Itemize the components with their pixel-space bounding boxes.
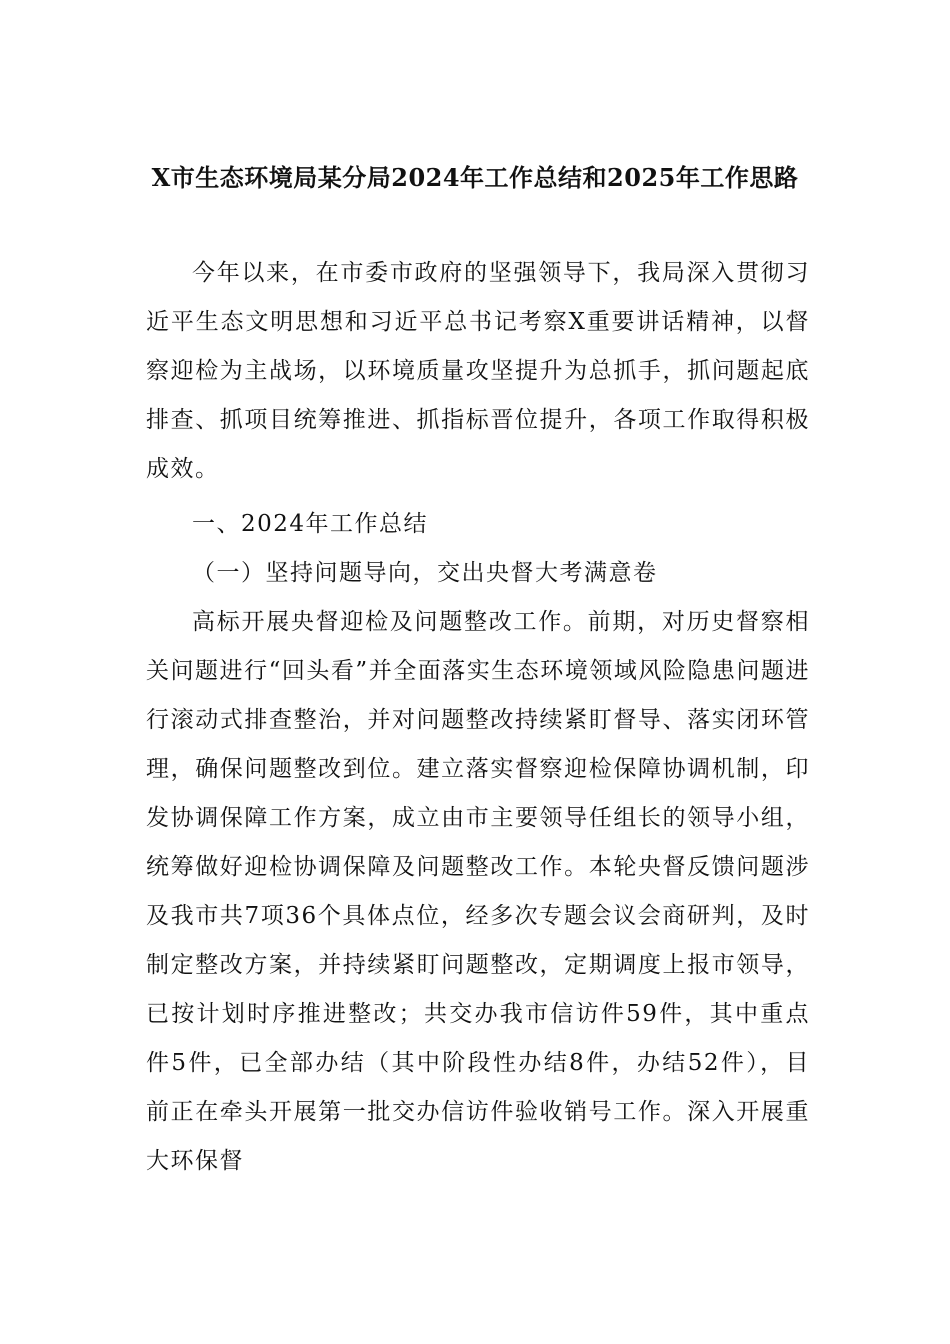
document-body [146,249,810,1186]
section-heading-2024-summary: 一、2024年工作总结 [192,511,429,537]
subsection-heading-problem-oriented: （一）坚持问题导向，交出央督大考满意卷 [192,560,658,586]
intro-paragraph: 今年以来，在市委市政府的坚强领导下，我局深入贯彻习近平生态文明思想和习近平总书记考察X重要讲话精神，以督察迎检为主战场，以环境质量攻坚提升为总抓手，抓问题起底排查、抓项目统筹推进、抓指标晋位提升，各项工作取得积极成效。 [146,260,810,482]
document-title: X市生态环境局某分局2024年工作总结和2025年工作思路 [151,163,799,192]
body-paragraph-inspection: 高标开展央督迎检及问题整改工作。前期，对历史督察相关问题进行“回头看”并全面落实生态环境领域风险隐患问题进行滚动式排查整治，并对问题整改持续紧盯督导、落实闭环管理，确保问题整改到位。建立落实督察迎检保障协调机制，印发协调保障工作方案，成立由市主要领导任组长的领导小组，统筹做好迎检协调保障及问题整改工作。本轮央督反馈问题涉及我市共7项36个具体点位，经多次专题会议会商研判，及时制定整改方案，并持续紧盯问题整改，定期调度上报市领导，已按计划时序推进整改；共交办我市信访件59件，其中重点件5件，已全部办结（其中阶段性办结8件，办结52件），目前正在牵头开展第一批交办信访件验收销号工作。深入开展重大环保督 [146,609,810,1174]
